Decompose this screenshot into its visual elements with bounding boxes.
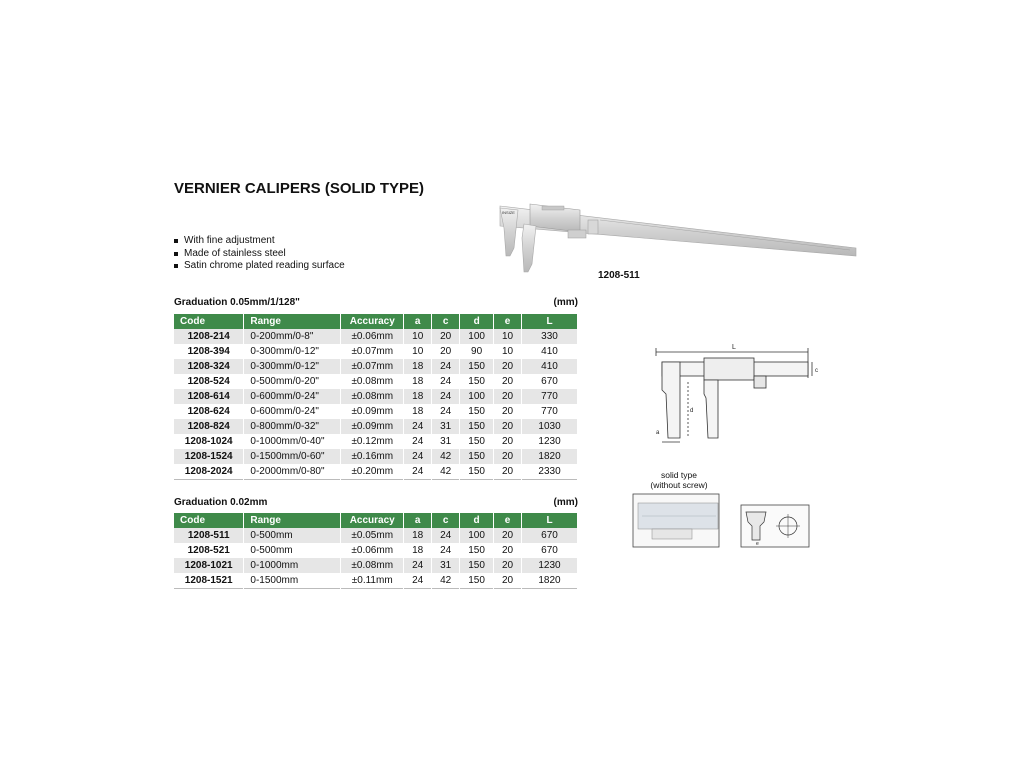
cell-L: 670 <box>522 528 578 543</box>
col-header-accuracy: Accuracy <box>341 513 404 528</box>
cell-range: 0-1500mm <box>244 573 341 589</box>
cell-accuracy: ±0.11mm <box>341 573 404 589</box>
brand-mark: INSIZE <box>502 210 515 215</box>
cell-accuracy: ±0.20mm <box>341 464 404 480</box>
cell-L: 1820 <box>522 573 578 589</box>
col-header-d: d <box>460 513 494 528</box>
cell-accuracy: ±0.09mm <box>341 404 404 419</box>
col-header-c: c <box>432 513 460 528</box>
cell-range: 0-1500mm/0-60" <box>244 449 341 464</box>
cell-a: 18 <box>404 528 432 543</box>
cell-e: 20 <box>494 464 522 480</box>
cell-L: 1230 <box>522 558 578 573</box>
cell-accuracy: ±0.08mm <box>341 558 404 573</box>
cell-d: 150 <box>460 558 494 573</box>
dimension-diagram <box>652 338 824 446</box>
col-header-L: L <box>522 314 578 329</box>
cell-accuracy: ±0.09mm <box>341 419 404 434</box>
cell-a: 18 <box>404 359 432 374</box>
table1 <box>174 314 578 480</box>
table1-header-row <box>174 314 578 329</box>
cell-c: 24 <box>432 389 460 404</box>
cell-code: 1208-614 <box>174 389 244 404</box>
bullet-icon <box>174 239 178 243</box>
cell-a: 18 <box>404 543 432 558</box>
cell-range: 0-600mm/0-24" <box>244 404 341 419</box>
cell-c: 31 <box>432 419 460 434</box>
feature-text: Made of stainless steel <box>184 247 286 259</box>
cell-c: 42 <box>432 573 460 589</box>
feature-list <box>174 235 345 273</box>
solid-type-label <box>634 470 724 490</box>
cell-e: 10 <box>494 344 522 359</box>
cell-d: 150 <box>460 464 494 480</box>
cell-L: 410 <box>522 344 578 359</box>
table-row <box>174 449 578 464</box>
cell-c: 20 <box>432 344 460 359</box>
cell-range: 0-500mm/0-20" <box>244 374 341 389</box>
cell-d: 100 <box>460 528 494 543</box>
cell-code: 1208-511 <box>174 528 244 543</box>
cell-d: 150 <box>460 374 494 389</box>
table-row <box>174 558 578 573</box>
cell-c: 24 <box>432 528 460 543</box>
cell-range: 0-600mm/0-24" <box>244 389 341 404</box>
table-row <box>174 404 578 419</box>
table2 <box>174 513 578 589</box>
cell-code: 1208-1021 <box>174 558 244 573</box>
col-header-a: a <box>404 513 432 528</box>
photo-model-label: 1208-511 <box>598 270 640 281</box>
bullet-icon <box>174 252 178 256</box>
feature-item <box>174 235 345 248</box>
cell-d: 100 <box>460 329 494 344</box>
col-header-a: a <box>404 314 432 329</box>
cell-e: 20 <box>494 404 522 419</box>
cell-e: 10 <box>494 329 522 344</box>
cell-a: 24 <box>404 558 432 573</box>
table1-heading <box>174 297 578 308</box>
table-row <box>174 434 578 449</box>
cell-a: 18 <box>404 404 432 419</box>
cell-a: 24 <box>404 464 432 480</box>
table-row <box>174 573 578 589</box>
col-header-range: Range <box>244 513 341 528</box>
cell-d: 90 <box>460 344 494 359</box>
col-header-code: Code <box>174 314 244 329</box>
col-header-code: Code <box>174 513 244 528</box>
cell-a: 18 <box>404 374 432 389</box>
col-header-d: d <box>460 314 494 329</box>
cell-range: 0-2000mm/0-80" <box>244 464 341 480</box>
table1-body <box>174 329 578 480</box>
table1-unit: (mm) <box>553 297 578 308</box>
col-header-e: e <box>494 513 522 528</box>
cell-e: 20 <box>494 374 522 389</box>
col-header-range: Range <box>244 314 341 329</box>
cell-a: 10 <box>404 329 432 344</box>
cell-c: 24 <box>432 374 460 389</box>
cell-e: 20 <box>494 359 522 374</box>
cell-code: 1208-624 <box>174 404 244 419</box>
cell-L: 1230 <box>522 434 578 449</box>
feature-item <box>174 260 345 273</box>
table-row <box>174 344 578 359</box>
table2-body <box>174 528 578 589</box>
cell-code: 1208-214 <box>174 329 244 344</box>
cell-range: 0-200mm/0-8" <box>244 329 341 344</box>
diagram-label-e: e <box>756 541 759 547</box>
table2-unit: (mm) <box>553 497 578 508</box>
cell-L: 770 <box>522 404 578 419</box>
cell-c: 20 <box>432 329 460 344</box>
cell-e: 20 <box>494 558 522 573</box>
cell-c: 24 <box>432 543 460 558</box>
col-header-c: c <box>432 314 460 329</box>
cell-d: 150 <box>460 573 494 589</box>
cell-c: 31 <box>432 558 460 573</box>
bullet-icon <box>174 264 178 268</box>
cell-a: 24 <box>404 573 432 589</box>
cell-d: 100 <box>460 389 494 404</box>
cell-range: 0-1000mm <box>244 558 341 573</box>
cell-e: 20 <box>494 434 522 449</box>
cell-accuracy: ±0.07mm <box>341 359 404 374</box>
solid-type-line2: (without screw) <box>650 480 708 490</box>
cell-c: 24 <box>432 359 460 374</box>
col-header-L: L <box>522 513 578 528</box>
cell-c: 42 <box>432 464 460 480</box>
cell-L: 670 <box>522 543 578 558</box>
cell-a: 24 <box>404 449 432 464</box>
table-row <box>174 329 578 344</box>
table2-graduation: Graduation 0.02mm <box>174 497 268 508</box>
jaw-section-diagram <box>740 504 810 548</box>
cell-c: 42 <box>432 449 460 464</box>
table1-graduation: Graduation 0.05mm/1/128" <box>174 297 300 308</box>
cell-code: 1208-521 <box>174 543 244 558</box>
cell-L: 330 <box>522 329 578 344</box>
col-header-accuracy: Accuracy <box>341 314 404 329</box>
cell-code: 1208-324 <box>174 359 244 374</box>
cell-range: 0-300mm/0-12" <box>244 344 341 359</box>
feature-text: Satin chrome plated reading surface <box>184 260 345 271</box>
cell-accuracy: ±0.06mm <box>341 543 404 558</box>
cell-code: 1208-524 <box>174 374 244 389</box>
cell-e: 20 <box>494 389 522 404</box>
table-row <box>174 419 578 434</box>
cell-code: 1208-1524 <box>174 449 244 464</box>
diagram-label-a: a <box>656 430 660 436</box>
table-row <box>174 464 578 480</box>
cell-e: 20 <box>494 419 522 434</box>
cell-e: 20 <box>494 449 522 464</box>
table2-heading <box>174 497 578 508</box>
cell-e: 20 <box>494 573 522 589</box>
page-title: VERNIER CALIPERS (SOLID TYPE) <box>174 180 425 197</box>
cell-L: 2330 <box>522 464 578 480</box>
cell-accuracy: ±0.16mm <box>341 449 404 464</box>
cell-e: 20 <box>494 543 522 558</box>
cell-range: 0-800mm/0-32" <box>244 419 341 434</box>
diagram-label-d: d <box>690 408 694 414</box>
cell-range: 0-300mm/0-12" <box>244 359 341 374</box>
cell-range: 0-500mm <box>244 543 341 558</box>
cell-d: 150 <box>460 449 494 464</box>
cell-d: 150 <box>460 404 494 419</box>
table-row <box>174 359 578 374</box>
cell-c: 31 <box>432 434 460 449</box>
cell-accuracy: ±0.05mm <box>341 528 404 543</box>
cell-L: 410 <box>522 359 578 374</box>
caliper-photo <box>490 198 860 278</box>
cell-a: 24 <box>404 419 432 434</box>
cell-L: 770 <box>522 389 578 404</box>
cell-range: 0-500mm <box>244 528 341 543</box>
cell-accuracy: ±0.08mm <box>341 389 404 404</box>
feature-item <box>174 248 345 261</box>
cell-L: 670 <box>522 374 578 389</box>
cell-d: 150 <box>460 359 494 374</box>
feature-text: With fine adjustment <box>184 235 275 246</box>
cell-a: 24 <box>404 434 432 449</box>
cell-code: 1208-394 <box>174 344 244 359</box>
cell-a: 10 <box>404 344 432 359</box>
cell-accuracy: ±0.08mm <box>341 374 404 389</box>
cell-L: 1820 <box>522 449 578 464</box>
cell-a: 18 <box>404 389 432 404</box>
cell-accuracy: ±0.06mm <box>341 329 404 344</box>
solid-type-diagram <box>632 493 720 548</box>
table-row <box>174 389 578 404</box>
col-header-e: e <box>494 314 522 329</box>
cell-d: 150 <box>460 434 494 449</box>
cell-d: 150 <box>460 419 494 434</box>
diagram-label-L: L <box>732 344 736 351</box>
cell-accuracy: ±0.12mm <box>341 434 404 449</box>
table2-header-row <box>174 513 578 528</box>
cell-e: 20 <box>494 528 522 543</box>
cell-c: 24 <box>432 404 460 419</box>
solid-type-line1: solid type <box>661 470 697 480</box>
table-row <box>174 528 578 543</box>
cell-range: 0-1000mm/0-40" <box>244 434 341 449</box>
diagram-label-c: c <box>815 368 818 374</box>
table-row <box>174 543 578 558</box>
cell-code: 1208-1024 <box>174 434 244 449</box>
table-row <box>174 374 578 389</box>
cell-code: 1208-824 <box>174 419 244 434</box>
cell-d: 150 <box>460 543 494 558</box>
cell-L: 1030 <box>522 419 578 434</box>
cell-accuracy: ±0.07mm <box>341 344 404 359</box>
cell-code: 1208-2024 <box>174 464 244 480</box>
cell-code: 1208-1521 <box>174 573 244 589</box>
